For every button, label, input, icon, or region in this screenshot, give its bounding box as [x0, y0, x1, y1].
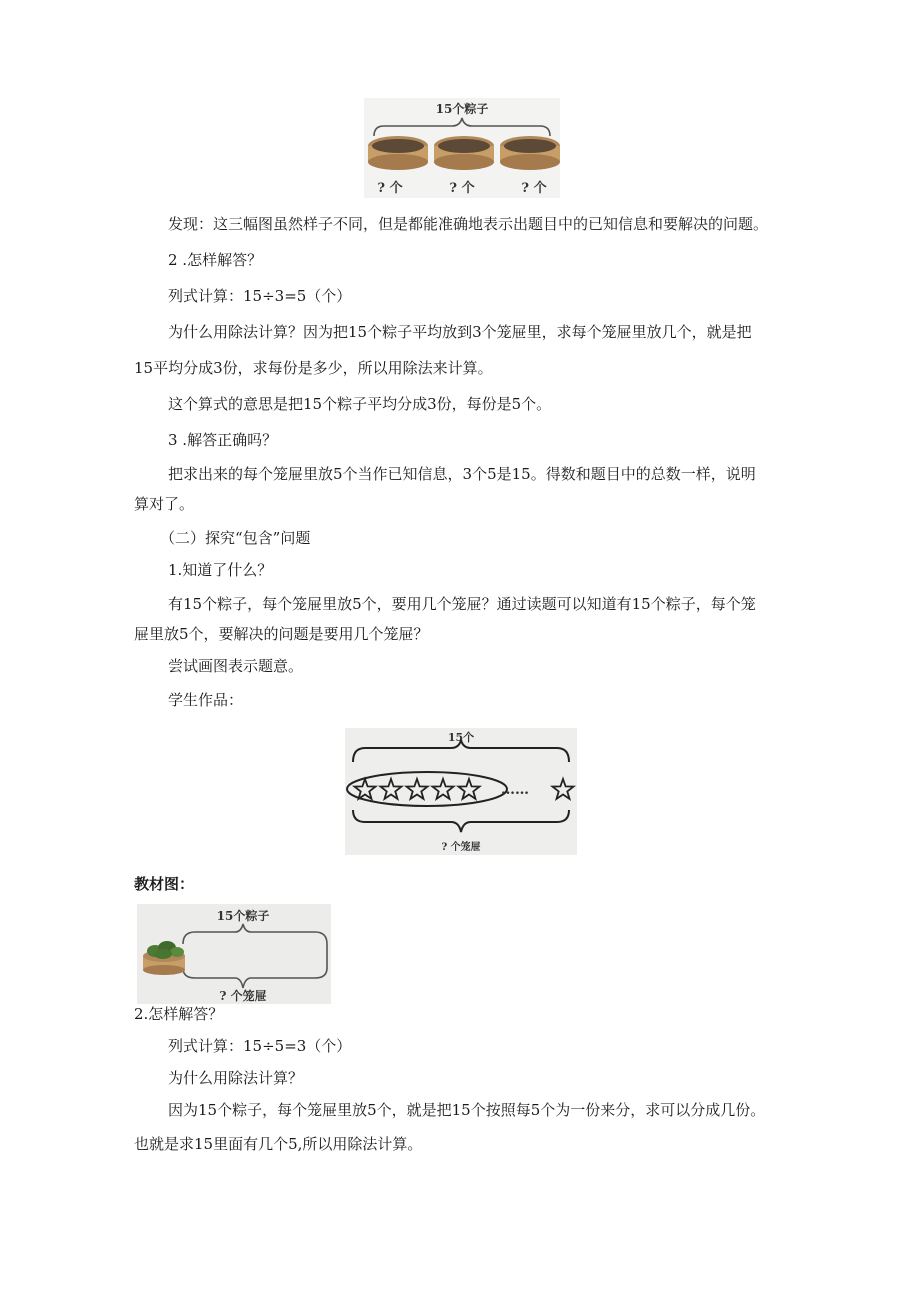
star-icon — [381, 779, 402, 799]
figure1-bottom-label: ? 个 — [377, 181, 403, 196]
section-heading: 2.怎样解答？ — [134, 1005, 224, 1023]
star-group — [355, 779, 574, 799]
paragraph: 这个算式的意思是把15个粽子平均分成3份，每份是5个。 — [168, 395, 552, 413]
figure-three-steamers — [364, 98, 560, 198]
paragraph: 算对了。 — [134, 495, 195, 513]
paragraph: 为什么用除法计算？ — [168, 1069, 304, 1087]
paragraph: 发现：这三幅图虽然样子不同，但是都能准确地表示出题目中的已知信息和要解决的问题。 — [168, 215, 769, 233]
figure2-bottom-label: ? 个笼屉 — [441, 842, 481, 853]
star-icon — [433, 779, 454, 799]
star-icon — [553, 779, 574, 799]
figure1-bottom-label: ? 个 — [521, 181, 547, 196]
figure-textbook — [137, 904, 331, 1004]
equation: 列式计算：15÷5=3（个） — [168, 1037, 352, 1055]
star-icon — [407, 779, 428, 799]
paragraph: 也就是求15里面有几个5,所以用除法计算。 — [134, 1135, 423, 1153]
textbook-label: 教材图： — [134, 875, 195, 893]
section-heading: 3 .解答正确吗？ — [168, 431, 278, 449]
paragraph: 尝试画图表示题意。 — [168, 657, 304, 675]
section-heading: （二）探究“包含”问题 — [160, 529, 311, 547]
steamer-icon — [368, 136, 428, 170]
figure2-dots: …… — [501, 782, 529, 798]
equation: 列式计算：15÷3=5（个） — [168, 287, 352, 305]
star-icon — [355, 779, 376, 799]
figure1-bottom-label: ? 个 — [449, 181, 475, 196]
figure2-top-label: 15个 — [447, 731, 475, 744]
figure1-top-label: 15个粽子 — [435, 102, 489, 116]
star-icon — [459, 779, 480, 799]
paragraph: 有15个粽子，每个笼屉里放5个，要用几个笼屉？通过读题可以知道有15个粽子，每个笼 — [168, 595, 756, 613]
section-heading: 2 .怎样解答？ — [168, 251, 263, 269]
steamer-icon — [434, 136, 494, 170]
paragraph: 15平均分成3份，求每份是多少，所以用除法来计算。 — [134, 359, 493, 377]
figure3-top-label: 15个粽子 — [216, 909, 270, 923]
paragraph: 学生作品： — [168, 691, 244, 709]
paragraph: 因为15个粽子，每个笼屉里放5个，就是把15个按照每5个为一份来分，求可以分成几份。 — [168, 1101, 766, 1119]
figure3-bottom-label: ? 个笼屉 — [219, 989, 267, 1003]
steamer-with-zongzi-icon — [143, 941, 185, 975]
paragraph: 把求出来的每个笼屉里放5个当作已知信息，3个5是15。得数和题目中的总数一样，说明 — [168, 465, 756, 483]
figure-student-work — [345, 728, 577, 855]
paragraph: 为什么用除法计算？因为把15个粽子平均放到3个笼屉里，求每个笼屉里放几个，就是把 — [168, 323, 752, 341]
steamer-icon — [500, 136, 560, 170]
paragraph: 屉里放5个，要解决的问题是要用几个笼屉？ — [134, 625, 429, 643]
section-heading: 1.知道了什么？ — [168, 561, 273, 579]
